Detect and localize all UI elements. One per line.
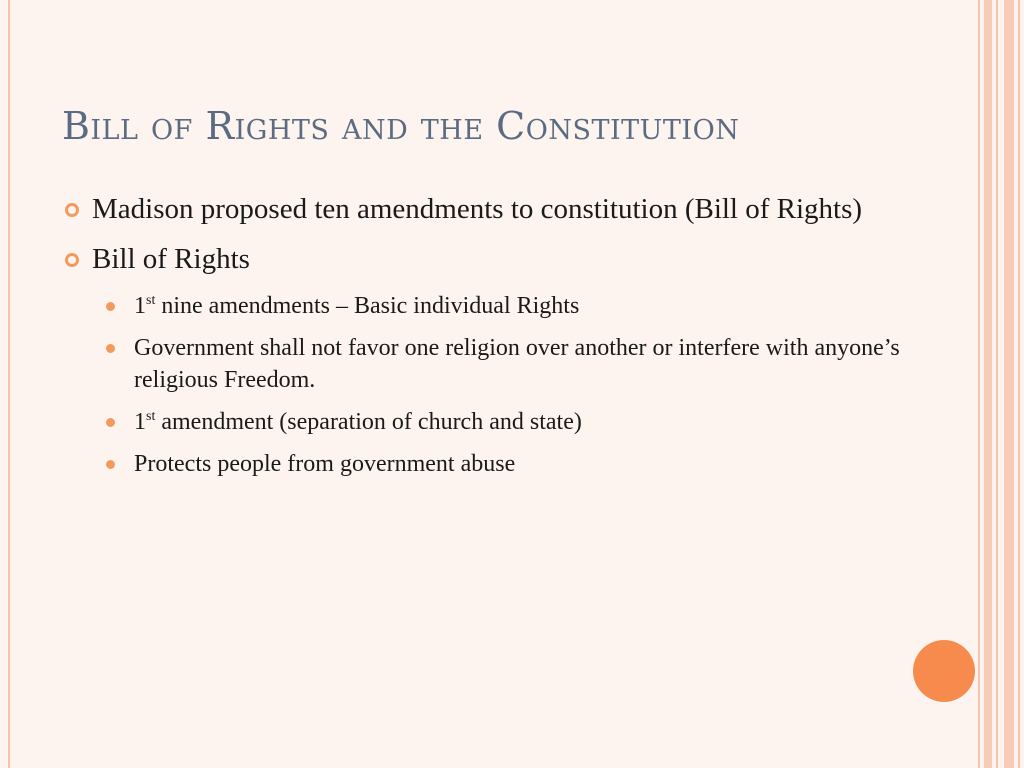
ring-bullet-icon — [65, 253, 79, 267]
sub-bullet-item — [62, 332, 942, 396]
sub-bullet-item — [62, 290, 942, 322]
right-stripe — [996, 0, 998, 768]
ring-bullet-icon — [65, 203, 79, 217]
right-stripe — [978, 0, 980, 768]
dot-bullet-icon — [106, 418, 115, 427]
dot-bullet-icon — [106, 344, 115, 353]
bullet-text: Bill of Rights — [92, 243, 250, 275]
left-border — [0, 0, 10, 768]
sub-bullet-item — [62, 406, 942, 438]
slide-title: Bill of Rights and the Constitution — [62, 104, 740, 148]
decorative-circle — [913, 640, 975, 702]
sub-bullet-superscript: st — [146, 409, 156, 424]
dot-bullet-icon — [106, 460, 115, 469]
dot-bullet-icon — [106, 302, 115, 311]
slide-content — [62, 190, 942, 490]
sub-bullet-prefix: 1 — [134, 409, 146, 435]
sub-bullet-text: nine amendments – Basic individual Rights — [155, 293, 580, 319]
sub-bullet-text: amendment (separation of church and state) — [155, 409, 582, 435]
sub-bullet-item — [62, 448, 942, 480]
sub-bullet-superscript: st — [146, 293, 156, 308]
bullet-item — [62, 240, 942, 278]
sub-bullet-prefix: 1 — [134, 293, 146, 319]
right-stripe — [1004, 0, 1014, 768]
sub-bullet-text: Government shall not favor one religion over another or interfere with anyone’s religious Freedom. — [134, 335, 900, 393]
right-stripe — [1018, 0, 1020, 768]
bullet-text: Madison proposed ten amendments to constitution (Bill of Rights) — [92, 193, 863, 225]
bullet-item — [62, 190, 942, 228]
right-stripe — [984, 0, 992, 768]
sub-bullet-text: Protects people from government abuse — [134, 451, 516, 477]
